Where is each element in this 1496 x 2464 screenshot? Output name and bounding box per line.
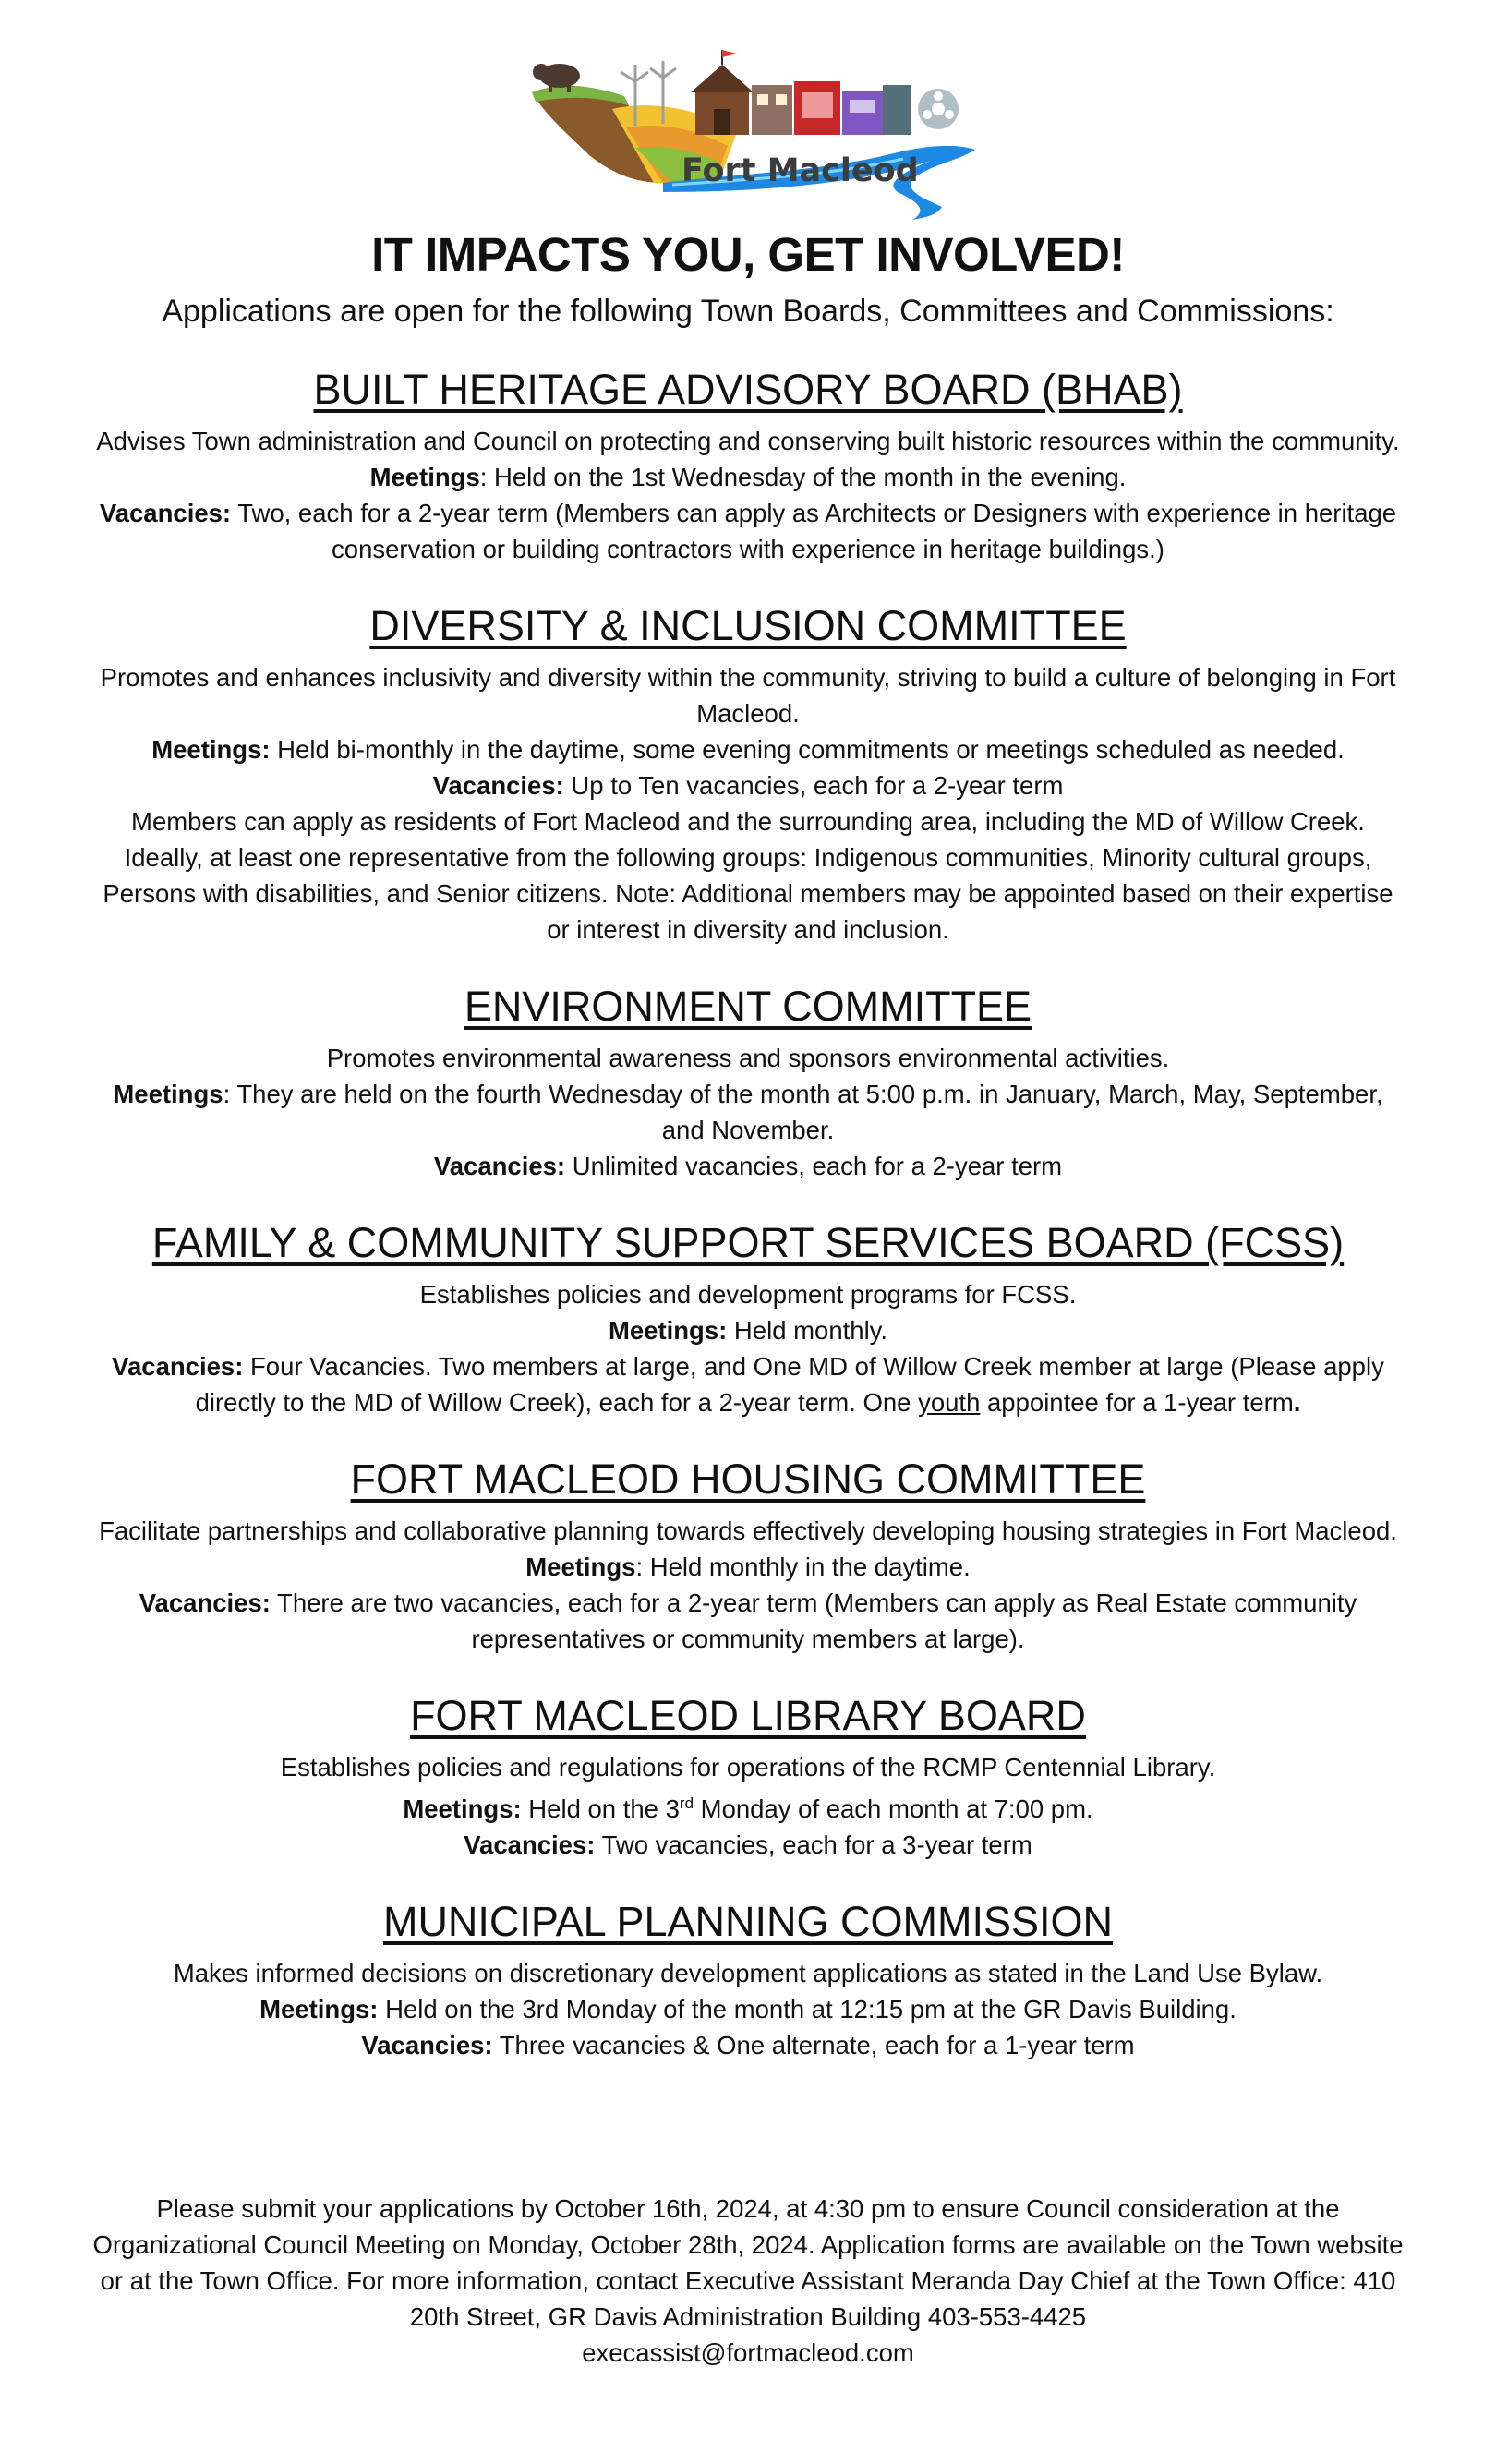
page-subtitle: Applications are open for the following Town Boards, Committees and Commissions: <box>162 294 1334 329</box>
meetings-label: Meetings <box>369 463 480 491</box>
section-title: FORT MACLEOD LIBRARY BOARD <box>410 1692 1086 1739</box>
section-title: FAMILY & COMMUNITY SUPPORT SERVICES BOARD (FCSS) <box>151 1219 1345 1266</box>
section-description: Establishes policies and development programs for FCSS. <box>419 1280 1077 1309</box>
section-bhab <box>92 362 1404 567</box>
vacancies-label: Vacancies: <box>433 1152 566 1180</box>
logo-illustration <box>525 44 994 225</box>
section-vacancies <box>92 495 1404 567</box>
meetings-text: : Held monthly in the daytime. <box>635 1552 971 1581</box>
ordinal-suffix: rd <box>679 1794 694 1812</box>
meetings-text: Held monthly. <box>727 1316 888 1345</box>
page-title: IT IMPACTS YOU, GET INVOLVED! <box>371 228 1125 281</box>
section-meetings <box>92 459 1404 495</box>
section-fcss <box>92 1215 1404 1420</box>
youth-text: youth <box>918 1388 981 1417</box>
section-meetings <box>92 1549 1404 1585</box>
meetings-label: Meetings: <box>259 1995 379 2024</box>
section-vacancies <box>92 1827 1404 1863</box>
section-meetings <box>92 1312 1404 1348</box>
meetings-text: Held bi-monthly in the daytime, some evening commitments or meetings scheduled as needed. <box>270 735 1345 764</box>
section-description: Promotes and enhances inclusivity and diversity within the community, striving to build a culture of belonging in Fort Macleod. <box>100 663 1396 728</box>
section-title: BUILT HERITAGE ADVISORY BOARD (BHAB) <box>313 366 1183 413</box>
vacancies-period: . <box>1293 1388 1301 1417</box>
meetings-label: Meetings <box>113 1080 223 1108</box>
vacancies-text: Three vacancies & One alternate, each for a 1-year term <box>492 2031 1135 2060</box>
section-title: ENVIRONMENT COMMITTEE <box>464 983 1032 1030</box>
logo-text: Fort Macleod <box>682 152 919 189</box>
section-title: MUNICIPAL PLANNING COMMISSION <box>382 1898 1114 1946</box>
vacancies-text-end: appointee for a 1-year term <box>980 1388 1294 1417</box>
section-vacancies <box>92 1148 1404 1184</box>
section-members: Members can apply as residents of Fort Macleod and the surrounding area, including the MD of Willow Creek. Ideally, at least one representative from the following groups: Indigenous communities, Minority cultural groups, Persons with disabilities, and Senior citizens. Note: Additional members may be appointed based on their expertise or interest in diversity and inclusion. <box>103 807 1393 944</box>
section-description: Facilitate partnerships and collaborative planning towards effectively developing housing strategies in Fort Macleod. <box>99 1516 1397 1545</box>
meetings-text-end: Monday of each month at 7:00 pm. <box>694 1794 1093 1824</box>
submission-note <box>92 2191 1404 2371</box>
meetings-label: Meetings <box>525 1552 636 1581</box>
vacancies-label: Vacancies: <box>112 1352 244 1381</box>
meetings-text: : They are held on the fourth Wednesday of the month at 5:00 p.m. in January, March, May, September, and November. <box>223 1080 1383 1144</box>
fort-macleod-logo <box>525 44 994 225</box>
meetings-text: Held on the 3rd Monday of the month at 12:15 pm at the GR Davis Building. <box>378 1995 1237 2024</box>
section-description: Establishes policies and regulations for operations of the RCMP Centennial Library. <box>280 1753 1216 1782</box>
section-vacancies <box>92 2027 1404 2063</box>
meetings-label: Meetings: <box>151 735 271 764</box>
section-meetings <box>92 1991 1404 2027</box>
section-environment <box>92 979 1404 1184</box>
vacancies-text: Two, each for a 2-year term (Members can apply as Architects or Designers with experience in heritage conservation or building contractors with experience in heritage buildings.) <box>231 499 1397 563</box>
boards-list <box>92 362 1404 2063</box>
vacancies-label: Vacancies: <box>361 2031 493 2060</box>
vacancies-label: Vacancies: <box>464 1830 596 1860</box>
vacancies-label: Vacancies: <box>432 771 564 800</box>
section-meetings <box>92 1076 1404 1148</box>
section-vacancies <box>92 1585 1404 1657</box>
section-library <box>92 1688 1404 1863</box>
section-vacancies <box>92 767 1404 803</box>
vacancies-label: Vacancies: <box>99 499 232 527</box>
section-vacancies <box>92 1348 1404 1420</box>
section-mpc <box>92 1894 1404 2063</box>
section-meetings <box>92 731 1404 767</box>
section-housing <box>92 1452 1404 1657</box>
meetings-text: : Held on the 1st Wednesday of the month in the evening. <box>479 463 1127 491</box>
meetings-label: Meetings: <box>608 1316 728 1345</box>
vacancies-text: Up to Ten vacancies, each for a 2-year term <box>563 771 1064 800</box>
section-meetings <box>92 1785 1404 1827</box>
section-description: Makes informed decisions on discretionary development applications as stated in the Land Use Bylaw. <box>173 1959 1323 1988</box>
section-title: DIVERSITY & INCLUSION COMMITTEE <box>369 602 1127 649</box>
meetings-text: Held on the 3 <box>521 1794 680 1824</box>
submission-text: Please submit your applications by October 16th, 2024, at 4:30 pm to ensure Council consideration at the Organizational Council Meeting on Monday, October 28th, 2024. Application forms are available on the Town website or at the Town Office. For more information, contact Executive Assistant Meranda Day Chief at the Town Office: 410 20th Street, GR Davis Administration Building 403-553-4425 <box>92 2194 1404 2331</box>
vacancies-text: There are two vacancies, each for a 2-year term (Members can apply as Real Estate community representatives or community members at large). <box>270 1588 1357 1653</box>
vacancies-text: Four Vacancies. Two members at large, and One MD of Willow Creek member at large (Please apply directly to the MD of Willow Creek), each for a 2-year term. One <box>195 1352 1384 1417</box>
section-description: Promotes environmental awareness and sponsors environmental activities. <box>326 1044 1170 1072</box>
vacancies-label: Vacancies: <box>139 1588 271 1617</box>
vacancies-text: Two vacancies, each for a 3-year term <box>595 1830 1032 1860</box>
section-title: FORT MACLEOD HOUSING COMMITTEE <box>350 1455 1146 1503</box>
section-description: Advises Town administration and Council on protecting and conserving built historic resources within the community. <box>96 427 1400 455</box>
vacancies-text: Unlimited vacancies, each for a 2-year term <box>565 1152 1063 1180</box>
contact-email: execassist@fortmacleod.com <box>582 2338 914 2367</box>
meetings-label: Meetings: <box>403 1794 522 1824</box>
section-diversity <box>92 598 1404 948</box>
